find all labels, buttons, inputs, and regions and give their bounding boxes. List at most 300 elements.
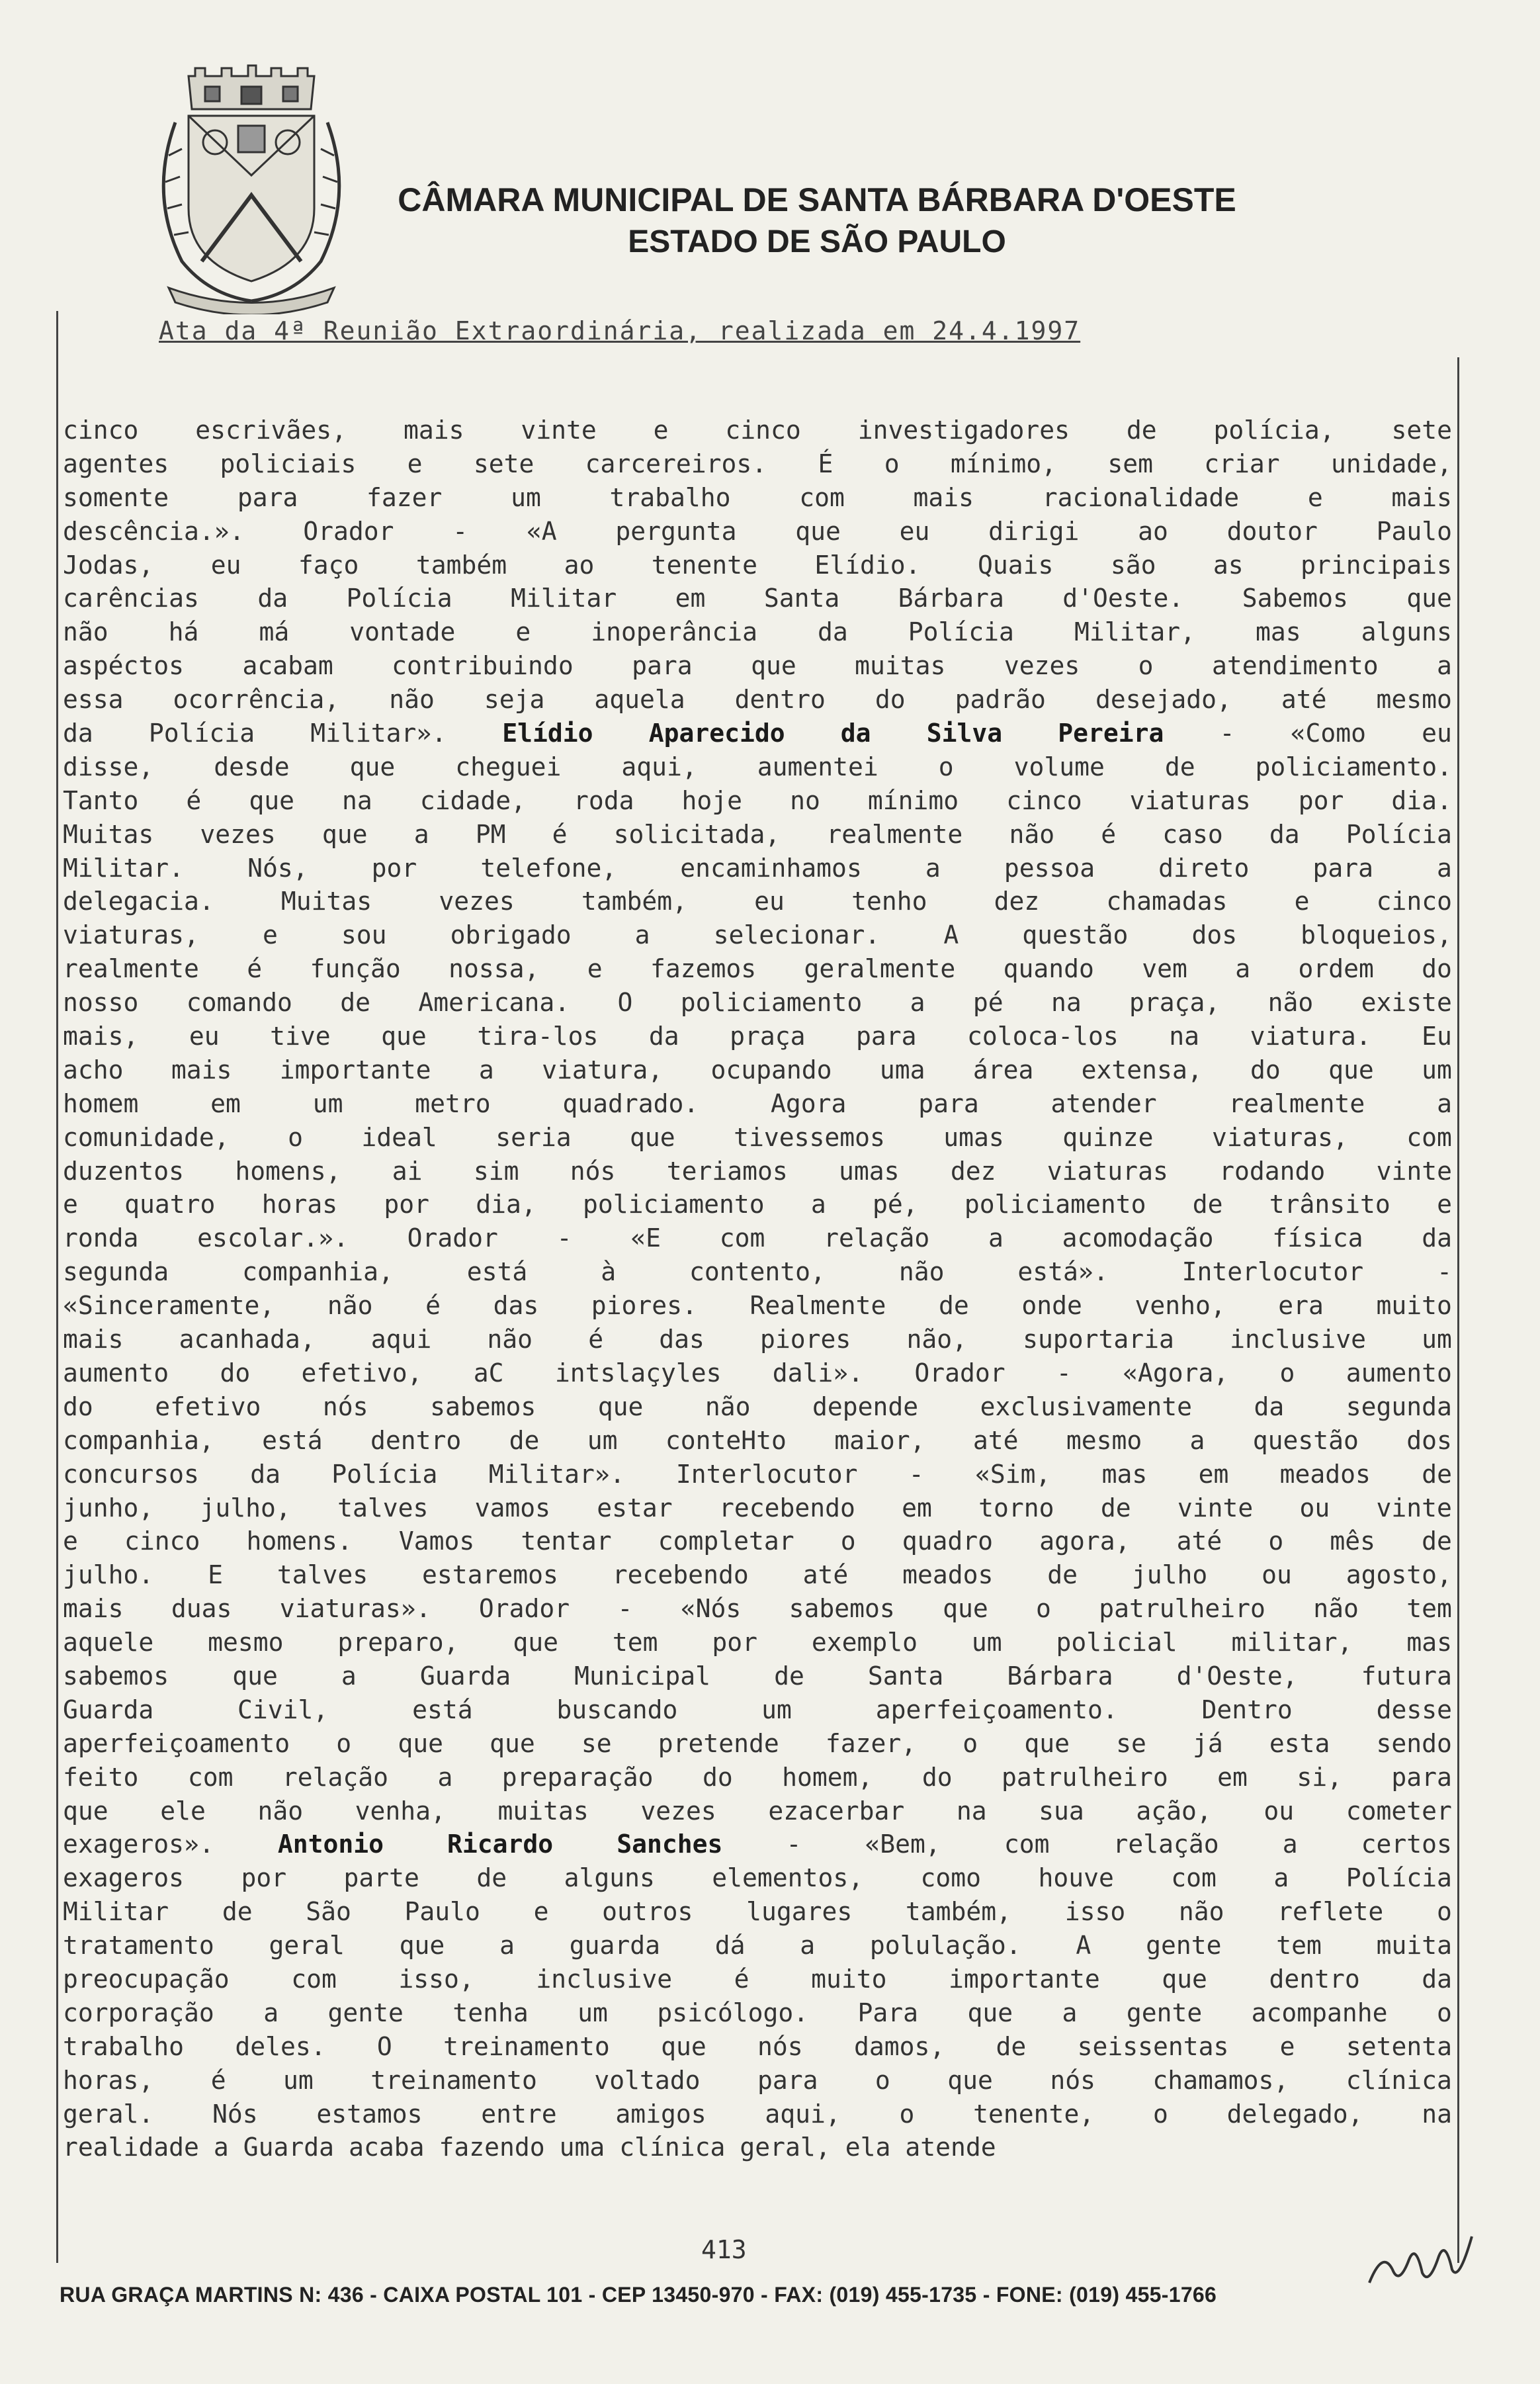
word: aquela — [594, 685, 685, 715]
word: exemplo — [811, 1628, 918, 1657]
word: venho, — [1134, 1291, 1226, 1321]
word: um — [511, 482, 541, 512]
word: metro — [415, 1088, 491, 1118]
word: aquele — [63, 1628, 154, 1657]
word: Polícia — [1346, 819, 1452, 849]
word: uma — [879, 1055, 925, 1084]
word: era — [1278, 1291, 1324, 1321]
word: vinte — [521, 416, 597, 445]
word: alguns — [564, 1863, 655, 1893]
word: da — [1422, 1964, 1452, 1994]
word: mais — [171, 1055, 232, 1084]
word: dentro — [1269, 1964, 1360, 1994]
word: talves — [277, 1560, 368, 1590]
word: horas — [261, 1190, 338, 1219]
word: atender — [1050, 1088, 1157, 1118]
word: dez — [950, 1156, 996, 1186]
word: desejado, — [1095, 685, 1232, 715]
word: ordem — [1298, 954, 1374, 984]
word: aqui, — [621, 752, 697, 781]
word: treinamento — [443, 2031, 610, 2061]
word: praça, — [1129, 988, 1220, 1018]
word: que — [751, 651, 796, 681]
word: contento, — [689, 1257, 826, 1287]
word: Orador — [914, 1358, 1005, 1388]
word: pergunta — [615, 516, 737, 546]
word: não, — [906, 1325, 967, 1354]
word: para — [1312, 853, 1373, 883]
word: escrivães, — [195, 416, 347, 445]
word: e — [407, 449, 423, 478]
word: muito — [1376, 1291, 1452, 1321]
word: psicólogo. — [657, 1998, 809, 2027]
word: sete — [473, 449, 535, 478]
word: dentro — [370, 1425, 462, 1455]
word: não — [1178, 1897, 1224, 1927]
word: pessoa — [1004, 853, 1095, 883]
word: está — [466, 1257, 528, 1287]
word: agora, — [1039, 1526, 1131, 1556]
word: um — [312, 1088, 343, 1118]
word: a — [437, 1762, 453, 1792]
word: viaturas — [1129, 785, 1251, 815]
word: essa — [63, 685, 124, 715]
word: Para — [857, 1998, 919, 2027]
word: mas — [1406, 1628, 1452, 1657]
word: mais — [1391, 482, 1452, 512]
word: Guarda — [419, 1661, 511, 1691]
word: e — [1307, 482, 1323, 512]
word: até — [802, 1560, 849, 1590]
word: realidade — [63, 2133, 199, 2162]
word: aC — [473, 1358, 504, 1388]
word: cinco — [1006, 785, 1082, 815]
text-line — [63, 584, 1452, 617]
speaker-name-word: Silva — [926, 719, 1003, 748]
word: que — [321, 819, 368, 849]
word: a — [810, 1190, 826, 1219]
word: por — [384, 1190, 429, 1219]
word: Guarda — [243, 2133, 335, 2162]
word: com — [799, 482, 845, 512]
word: no — [790, 785, 820, 815]
word: Orador — [407, 1223, 498, 1253]
word: não — [389, 685, 435, 715]
word: a — [925, 853, 941, 883]
word: «Como — [1290, 719, 1367, 748]
word: para — [237, 482, 298, 512]
word: física — [1272, 1223, 1363, 1253]
word: importante — [279, 1055, 431, 1084]
word: relação — [1113, 1830, 1219, 1859]
word: ai — [392, 1156, 423, 1186]
text-line — [63, 1560, 1452, 1594]
word: um — [761, 1695, 792, 1724]
word: um — [1422, 1325, 1452, 1354]
word: amigos — [615, 2099, 706, 2129]
word: patrulheiro — [1099, 1594, 1265, 1624]
word: muito — [811, 1964, 887, 1994]
word: O — [376, 2031, 392, 2061]
word: entre — [481, 2099, 557, 2129]
word: de — [996, 2031, 1027, 2061]
word: piores. — [591, 1291, 697, 1321]
word: seissentas — [1077, 2031, 1229, 2061]
word: nós — [322, 1391, 368, 1421]
word: acanhada, — [179, 1325, 316, 1354]
word: volume — [1013, 752, 1105, 781]
word: Polícia — [908, 617, 1014, 647]
word: tenente, — [973, 2099, 1095, 2129]
word: teriamos — [666, 1156, 788, 1186]
word: como — [920, 1863, 982, 1893]
word: e — [262, 920, 278, 950]
word: função — [310, 954, 401, 984]
word: lugares — [746, 1897, 853, 1927]
word: isso — [1064, 1897, 1126, 1927]
word: a — [1282, 1830, 1298, 1859]
word: e — [587, 954, 603, 984]
text-line — [63, 1055, 1452, 1089]
text-line — [63, 2133, 1452, 2166]
word: má — [259, 617, 290, 647]
text-line — [63, 1123, 1452, 1157]
word: viaturas, — [1211, 1122, 1348, 1152]
word: Paulo — [1376, 516, 1452, 546]
text-line — [63, 752, 1452, 786]
word: e — [1279, 2031, 1295, 2061]
word: vinte — [1376, 1156, 1452, 1186]
word: que — [943, 1594, 988, 1624]
word: caso — [1162, 819, 1223, 849]
word: Nós — [212, 2099, 258, 2129]
word: acomodação — [1062, 1223, 1214, 1253]
word: preparo, — [337, 1628, 459, 1657]
word: extensa, — [1081, 1055, 1203, 1084]
word: até — [1176, 1526, 1222, 1556]
word: companhia, — [63, 1425, 214, 1455]
word: praça — [730, 1022, 806, 1051]
word: da — [257, 584, 288, 613]
word: somente — [63, 482, 169, 512]
text-line — [63, 651, 1452, 685]
word: acompanhe — [1251, 1998, 1388, 2027]
word: «Bem, — [865, 1830, 941, 1859]
text-line — [63, 1897, 1452, 1931]
word: nossa, — [449, 954, 540, 984]
word: eu — [754, 887, 785, 916]
word: militar, — [1231, 1628, 1353, 1657]
word: a — [413, 819, 429, 849]
text-line — [63, 887, 1452, 920]
word: Eu — [1422, 1022, 1452, 1051]
word: é — [588, 1325, 604, 1354]
word: umas — [943, 1122, 1004, 1152]
word: homens, — [235, 1156, 341, 1186]
word: «Nós — [680, 1594, 742, 1624]
word: Muitas — [63, 819, 154, 849]
word: tivessemos — [734, 1122, 885, 1152]
word: Polícia — [346, 584, 452, 613]
text-line — [63, 1628, 1452, 1661]
word: - — [1056, 1358, 1072, 1388]
word: meados — [902, 1560, 994, 1590]
word: mais — [63, 1325, 124, 1354]
word: vezes — [640, 1796, 716, 1826]
text-line — [63, 954, 1452, 988]
word: encaminhamos — [680, 853, 862, 883]
word: vamos — [474, 1493, 551, 1523]
word: cinco — [63, 416, 139, 445]
word: faço — [298, 550, 359, 580]
word: a — [213, 2133, 229, 2162]
word: polulação. — [869, 1931, 1021, 1961]
word: na — [1169, 1022, 1200, 1051]
word: a — [499, 1931, 515, 1961]
word: policial — [1056, 1628, 1177, 1657]
speaker-name-word: Pereira — [1058, 719, 1164, 748]
text-line — [63, 1796, 1452, 1830]
word: recebendo — [718, 1493, 855, 1523]
word: principais — [1301, 550, 1452, 580]
word: buscando — [556, 1695, 678, 1724]
word: racionalidade — [1042, 482, 1240, 512]
word: «Agora, — [1123, 1358, 1229, 1388]
word: desse — [1376, 1695, 1452, 1724]
word: relação — [282, 1762, 389, 1792]
word: seria — [495, 1122, 572, 1152]
word: relação — [824, 1223, 930, 1253]
word: gente — [1126, 1998, 1203, 2027]
word: já — [1192, 1728, 1223, 1758]
word: mas — [1255, 617, 1301, 647]
word: d'Oeste. — [1062, 584, 1184, 613]
word: solicitada, — [613, 819, 781, 849]
word: que — [1162, 1964, 1207, 1994]
word: ocupando — [710, 1055, 832, 1084]
word: PM — [475, 819, 506, 849]
word: não — [1009, 819, 1055, 849]
word: roda — [574, 785, 634, 815]
word: é — [210, 2065, 226, 2095]
word: - — [452, 516, 468, 546]
word: viaturas». — [279, 1594, 431, 1624]
word: quinze — [1062, 1122, 1154, 1152]
word: da — [817, 617, 848, 647]
word: - — [556, 1223, 572, 1253]
word: aperfeiçoamento — [63, 1728, 290, 1758]
word: hoje — [681, 785, 743, 815]
word: o — [899, 2099, 915, 2129]
word: dos — [1191, 920, 1238, 950]
word: o — [1436, 1897, 1452, 1927]
minutes-body-text — [63, 416, 1452, 2166]
word: que — [1406, 584, 1452, 613]
word: estar — [597, 1493, 673, 1523]
word: uma — [559, 2133, 605, 2162]
word: trabalho — [63, 2031, 185, 2061]
word: o — [938, 752, 954, 781]
word: fazemos — [650, 954, 757, 984]
word: voltado — [594, 2065, 701, 2095]
word: as — [1213, 550, 1244, 580]
word: da — [1254, 1391, 1285, 1421]
word: polícia, — [1213, 416, 1335, 445]
word: tentar — [521, 1526, 612, 1556]
word: de — [1164, 752, 1195, 781]
word: importante — [948, 1964, 1100, 1994]
word: geral. — [63, 2099, 154, 2129]
word: fazendo — [439, 2133, 545, 2162]
institution-header — [370, 179, 1263, 263]
word: cinco — [725, 416, 801, 445]
word: do — [921, 1762, 953, 1792]
word: a — [341, 1661, 357, 1691]
word: de — [1422, 1459, 1452, 1489]
word: está — [262, 1425, 323, 1455]
word: contribuindo — [392, 651, 574, 681]
word: recebendo — [612, 1560, 749, 1590]
word: que — [513, 1628, 558, 1657]
word: comando — [186, 988, 292, 1018]
speaker-name-word: Antonio — [277, 1830, 384, 1859]
word: que — [490, 1728, 535, 1758]
word: mais — [63, 1594, 124, 1624]
word: com — [1406, 1122, 1452, 1152]
word: sem — [1107, 449, 1153, 478]
state-name: ESTADO DE SÃO PAULO — [628, 224, 1006, 259]
word: cidade, — [419, 785, 526, 815]
word: e — [533, 1897, 549, 1927]
word: que — [597, 1391, 644, 1421]
word: do — [1422, 954, 1452, 984]
word: Americana. — [418, 988, 570, 1018]
text-line — [63, 1594, 1452, 1628]
word: certos — [1361, 1830, 1452, 1859]
word: nós — [570, 1156, 616, 1186]
word: que — [232, 1661, 278, 1691]
word: venha, — [355, 1796, 446, 1826]
word: para — [856, 1022, 917, 1051]
left-border-line — [56, 311, 58, 2263]
word: estaremos — [422, 1560, 558, 1590]
word: ocorrência, — [173, 685, 340, 715]
speaker-name-word: Ricardo — [447, 1830, 554, 1859]
word: de — [340, 988, 370, 1018]
word: padrão — [955, 685, 1046, 715]
word: segunda — [63, 1257, 169, 1287]
word: d'Oeste, — [1176, 1661, 1298, 1691]
word: do — [702, 1762, 733, 1792]
word: Interlocutor — [675, 1459, 858, 1489]
word: concursos — [63, 1459, 199, 1489]
word: criar — [1204, 449, 1280, 478]
word: é — [552, 819, 568, 849]
word: sou — [341, 920, 387, 950]
word: Bárbara — [898, 584, 1004, 613]
word: viatura. — [1250, 1022, 1371, 1051]
word: - — [1437, 1257, 1452, 1287]
text-line — [63, 2032, 1452, 2066]
word: e — [515, 617, 531, 647]
word: Militar». — [488, 1459, 625, 1489]
word: ronda — [63, 1223, 139, 1253]
word: das — [493, 1291, 539, 1321]
word: si, — [1297, 1762, 1342, 1792]
word: do — [220, 1358, 251, 1388]
text-line — [63, 1460, 1452, 1493]
word: mais — [913, 482, 974, 512]
word: para — [918, 1088, 979, 1118]
word: sendo — [1376, 1728, 1452, 1758]
word: geral — [269, 1931, 345, 1961]
word: quatro — [124, 1190, 216, 1219]
word: tenente — [651, 550, 757, 580]
word: cinco — [1376, 887, 1452, 916]
text-line — [63, 1089, 1452, 1123]
word: não — [898, 1257, 945, 1287]
text-line — [63, 1965, 1452, 1998]
word: descência.». — [63, 516, 245, 546]
word: o — [1138, 651, 1154, 681]
word: que — [795, 516, 841, 546]
text-line — [63, 1830, 1452, 1863]
word: telefone, — [480, 853, 617, 883]
word: não — [327, 1291, 373, 1321]
word: São — [306, 1897, 351, 1927]
word: Orador — [478, 1594, 570, 1624]
word: eu — [1422, 719, 1452, 748]
word: elementos, — [712, 1863, 864, 1893]
word: a — [1437, 651, 1452, 681]
word: um — [971, 1628, 1002, 1657]
word: com — [1004, 1830, 1050, 1859]
word: exageros». — [63, 1830, 214, 1859]
word: sua — [1039, 1796, 1084, 1826]
word: quadro — [902, 1526, 994, 1556]
word: preocupação — [63, 1964, 230, 1994]
word: direto — [1158, 853, 1250, 883]
word: inoperância — [591, 617, 757, 647]
word: - — [908, 1459, 924, 1489]
word: pé, — [873, 1190, 918, 1219]
word: julho. — [63, 1560, 154, 1590]
word: coloca-los — [967, 1022, 1119, 1051]
word: do — [875, 685, 906, 715]
word: e — [1294, 887, 1310, 916]
word: e — [63, 1190, 78, 1219]
word: para — [1391, 1762, 1452, 1792]
word: que — [249, 785, 294, 815]
word: questão — [1022, 920, 1129, 950]
word: aspéctos — [63, 651, 185, 681]
word: O — [617, 988, 633, 1018]
word: de — [509, 1425, 540, 1455]
word: dentro — [734, 685, 826, 715]
word: realmente — [826, 819, 963, 849]
text-line — [63, 1863, 1452, 1897]
word: duzentos — [63, 1156, 185, 1186]
word: Orador — [303, 516, 394, 546]
word: área — [972, 1055, 1034, 1084]
word: com — [1171, 1863, 1217, 1893]
word: - — [1219, 719, 1235, 748]
text-line — [63, 1291, 1452, 1325]
word: por — [241, 1863, 287, 1893]
word: aumentei — [757, 752, 878, 781]
word: tem — [1406, 1594, 1452, 1624]
word: o — [1152, 2099, 1168, 2129]
